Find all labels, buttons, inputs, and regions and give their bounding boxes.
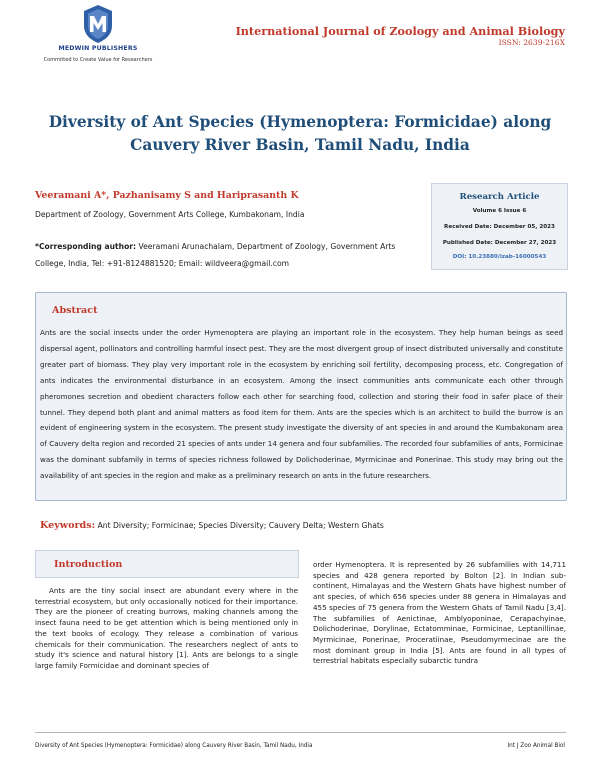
doi-link[interactable]: DOI: 10.23880/izab-16000543	[452, 254, 547, 260]
journal-name: International Journal of Zoology and Animal Biology	[235, 24, 565, 38]
introduction-heading-box	[35, 550, 299, 578]
keywords	[40, 520, 384, 531]
keywords-label: Keywords:	[40, 520, 96, 531]
abstract-box	[35, 292, 567, 501]
corresponding-author	[35, 238, 427, 272]
footer-journal-abbrev: Int J Zoo Animal Biol	[507, 743, 565, 749]
article-authors: Veeramani A*, Pazhanisamy S and Hariprasanth K	[35, 190, 299, 201]
published-date: Published Date: December 27, 2023	[442, 240, 557, 246]
introduction-heading: Introduction	[54, 559, 123, 570]
publisher-name: MEDWIN PUBLISHERS	[58, 45, 138, 52]
abstract-text: Ants are the social insects under the order Hymenoptera are playing an important role in the ecosystem. They help human beings as seed dispersal agent, pollinators and controlling harmful insect pest. They are the most divergent group of insect distributed universally and constitute greater part of biomass. They play very important role in the ecosystem by enriching soil fertility, decomposing process, etc. Congregation of ants indicates the environmental disturbance in an ecosystem. Among the insect communities ants communicate each other through pheromones secretion and obedient characters follow each other for searching food, collection and storing their food in safer place of their tunnel. They depend both plant and animal matters as food item for them. Ants are the species which is an architect to build the burrow is an evident of engineering system in the ecosystem. The present study investigate the diversity of ant species in and around the Kumbakonam area of Cauvery delta region and recorded 21 species of ants under 14 genera and four subfamilies. The recorded four subfamilies of ants, Formicinae was the dominant subfamily in terms of species richness followed by Dolichoderinae, Myrmicinae and Ponerinae. This study may bring out the availability of ant species in the region and make as a preliminary research on ants in the future researchers.	[40, 328, 563, 481]
article-info-box	[431, 183, 568, 270]
keywords-text: Ant Diversity; Formicinae; Species Diversity; Cauvery Delta; Western Ghats	[95, 521, 384, 530]
corresponding-details: Veeramani Arunachalam, Department of Zoology, Government Arts College, India, Tel: +91-8124881520; Email: wildveera@gmail.com	[35, 242, 396, 268]
article-type: Research Article	[459, 192, 540, 202]
medwin-shield-icon	[81, 4, 115, 44]
volume-issue: Volume 6 Issue 6	[472, 208, 527, 214]
journal-issn: ISSN: 2639-216X	[498, 38, 565, 47]
abstract-heading: Abstract	[52, 305, 98, 316]
footer-article-title: Diversity of Ant Species (Hymenoptera: Formicidae) along Cauvery River Basin, Tamil Nadu, India	[35, 743, 313, 749]
intro-paragraph-2: order Hymenoptera. It is represented by 26 subfamilies with 14,711 species and 428 genera reported by Bolton [2]. In Indian sub-continent, Himalayas and the Western Ghats have highest number of ant species, of which 656 species under 88 genera in Himalayas and 455 species of 75 genera from the Western Ghats of Tamil Nadu [3,4]. The subfamilies of Aenictinae, Amblyoponinae, Cerapachyinae, Dolichoderinae, Dorylinae, Ectatomminae, Formicinae, Leptanillinae, Myrmicinae, Ponerinae, Proceratiinae, Pseudomyrmecinae are the most dominant group in India [5]. Ants are found in all types of terrestrial habitats especially subarctic tundra	[313, 560, 566, 666]
left-column	[35, 550, 298, 672]
publisher-tagline: Committed to Create Value for Researchers	[43, 57, 153, 63]
received-date: Received Date: December 05, 2023	[444, 224, 555, 230]
publisher-logo	[43, 4, 176, 64]
article-title: Diversity of Ant Species (Hymenoptera: Formicidae) along Cauvery River Basin, Tamil Nadu, India	[48, 113, 552, 154]
right-column	[313, 560, 566, 667]
footer-divider	[35, 732, 566, 733]
author-affiliation: Department of Zoology, Government Arts College, Kumbakonam, India	[35, 210, 305, 219]
intro-paragraph-1: Ants are the tiny social insect are abundant every where in the terrestrial ecosystem, but only occasionally noticed for their importance. They are the pioneer of creating burrows, making channels among the insect fauna need to be get attention which is being mentioned only in the text books of ecology. They release a combination of various chemicals for their communication. The researchers neglect of ants to study it's science and natural history [1]. Ants are belongs to a single large family Formicidae and dominant species of	[35, 586, 298, 670]
corresponding-label: *Corresponding author:	[35, 242, 137, 251]
